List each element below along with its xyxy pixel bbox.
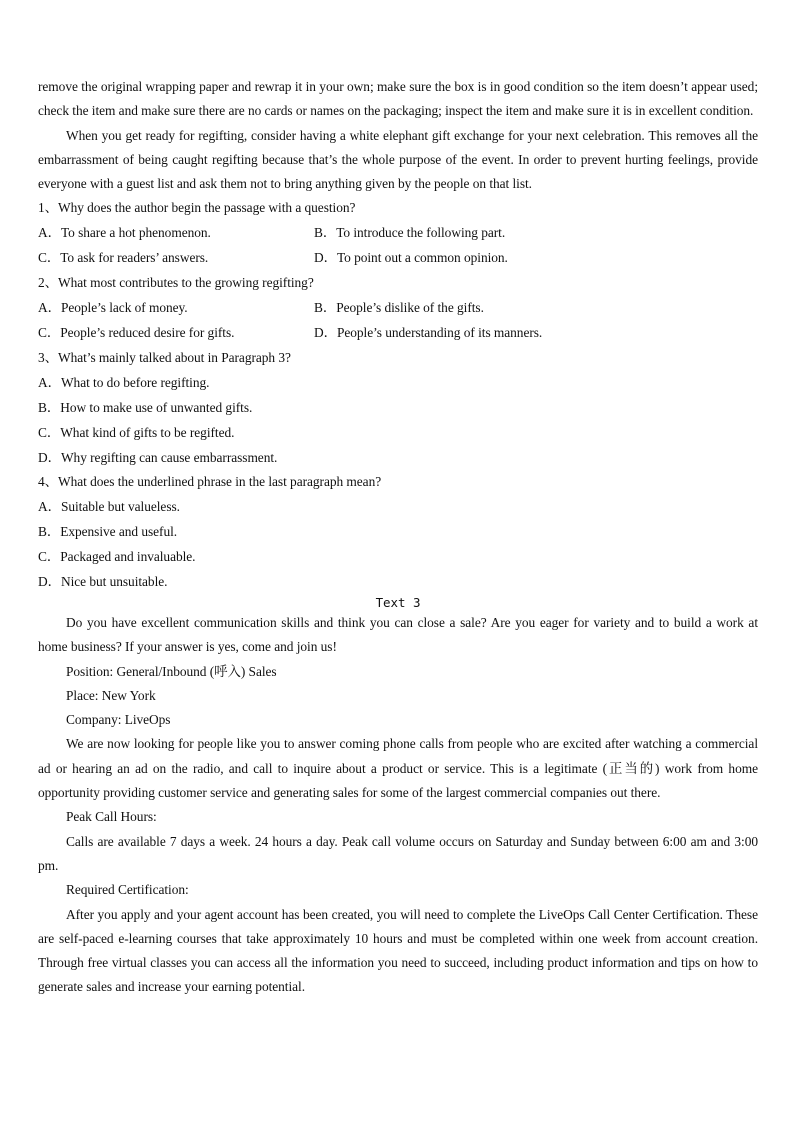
option-d: D．Why regifting can cause embarrassment. bbox=[38, 449, 278, 465]
question-3 bbox=[38, 346, 758, 471]
option-c: C．What kind of gifts to be regifted. bbox=[38, 424, 235, 440]
text3-peak-heading: Peak Call Hours: bbox=[66, 809, 157, 825]
passage-paragraph-continued: remove the original wrapping paper and rewrap it in your own; make sure the box is in good condition so the item doesn’t appear used; check the item and make sure there are no cards or names on the packaging; inspect the item and make sure it is in excellent condition. bbox=[38, 79, 758, 119]
option-c: C．People’s reduced desire for gifts. bbox=[38, 325, 235, 341]
options-row bbox=[38, 296, 758, 321]
section-title: Text 3 bbox=[375, 594, 421, 610]
option-a: A．What to do before regifting. bbox=[38, 374, 210, 390]
option-c: C．To ask for readers’ answers. bbox=[38, 250, 209, 266]
text3-position: Position: General/Inbound (呼入) Sales bbox=[66, 663, 277, 679]
option-d: D．People’s understanding of its manners. bbox=[314, 325, 543, 341]
question-2 bbox=[38, 271, 758, 346]
text3-cert-heading: Required Certification: bbox=[66, 882, 189, 898]
option-c: C．Packaged and invaluable. bbox=[38, 549, 196, 565]
option-a: A．To share a hot phenomenon. bbox=[38, 225, 211, 241]
question-4 bbox=[38, 470, 758, 595]
options-row bbox=[38, 221, 758, 246]
question-stem: 3、What’s mainly talked about in Paragraph 3? bbox=[38, 349, 291, 365]
option-b: B．How to make use of unwanted gifts. bbox=[38, 399, 253, 415]
text3-peak-body: Calls are available 7 days a week. 24 hours a day. Peak call volume occurs on Saturday and Sunday between 6:00 am and 3:00 pm. bbox=[38, 833, 758, 873]
option-a: A．People’s lack of money. bbox=[38, 300, 188, 316]
option-b: B．To introduce the following part. bbox=[314, 225, 506, 241]
options-row bbox=[38, 321, 758, 346]
option-a: A．Suitable but valueless. bbox=[38, 499, 180, 515]
text3-cert-body: After you apply and your agent account has been created, you will need to complete the LiveOps Call Center Certification. These are self-paced e-learning courses that take approximately 10 hours and must be completed within one week from account creation. Through free virtual classes you can access all the information you need to succeed, including product information and tips on how to generate sales and increase your earning potential. bbox=[38, 906, 758, 995]
document-page bbox=[38, 75, 758, 1000]
question-1 bbox=[38, 196, 758, 271]
option-b: B．Expensive and useful. bbox=[38, 524, 178, 540]
question-stem: 4、What does the underlined phrase in the last paragraph mean? bbox=[38, 474, 382, 490]
option-b: B．People’s dislike of the gifts. bbox=[314, 300, 484, 316]
text3-looking: We are now looking for people like you to answer coming phone calls from people who are excited after watching a commercial ad or hearing an ad on the radio, and call to inquire about a product or service. This is a legitimate (正当的) work from home opportunity providing customer service and generating sales for some of the largest commercial companies out there. bbox=[38, 736, 758, 801]
text3-place: Place: New York bbox=[66, 687, 156, 703]
text3-intro: Do you have excellent communication skills and think you can close a sale? Are you eager for variety and to build a work at home business? If your answer is yes, come and join us! bbox=[38, 614, 758, 655]
question-stem: 1、Why does the author begin the passage with a question? bbox=[38, 200, 356, 216]
question-stem: 2、What most contributes to the growing regifting? bbox=[38, 275, 314, 291]
option-d: D．To point out a common opinion. bbox=[314, 250, 508, 266]
passage-paragraph-last: When you get ready for regifting, consider having a white elephant gift exchange for your next celebration. This removes all the embarrassment of being caught regifting because that’s the whole purpose of the event. In order to prevent hurting feelings, provide everyone with a guest list and ask them not to bring anything given by the people on that list. bbox=[38, 127, 758, 192]
option-d: D．Nice but unsuitable. bbox=[38, 574, 168, 590]
text3-company: Company: LiveOps bbox=[66, 712, 171, 728]
options-row bbox=[38, 246, 758, 271]
